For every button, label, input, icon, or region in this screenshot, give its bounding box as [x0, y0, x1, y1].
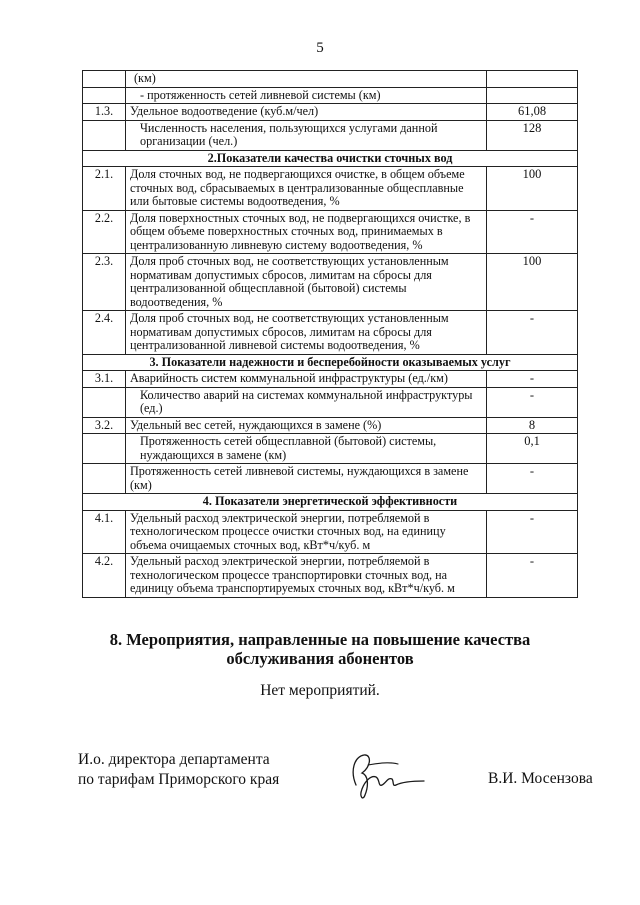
table-row: [83, 167, 578, 211]
table-row: [83, 417, 578, 434]
section-title: 3. Показатели надежности и бесперебойности оказываемых услуг: [83, 354, 578, 371]
row-value: -: [487, 311, 578, 355]
row-text: - протяженность сетей ливневой системы (км): [126, 87, 487, 104]
table-row: [83, 120, 578, 150]
row-text: Доля проб сточных вод, не соответствующих установленным нормативам допустимых сбросов, лимитам на сбросы для централизованной ливневой системы водоотведения, %: [126, 311, 487, 355]
row-text: Удельное водоотведение (куб.м/чел): [126, 104, 487, 121]
row-number: [83, 387, 126, 417]
table-row: [83, 311, 578, 355]
section-row: [83, 494, 578, 511]
row-text: Численность населения, пользующихся услугами данной организации (чел.): [126, 120, 487, 150]
section-row: [83, 354, 578, 371]
row-value: 100: [487, 254, 578, 311]
table-row: [83, 87, 578, 104]
table-row: [83, 554, 578, 598]
row-number: 3.2.: [83, 417, 126, 434]
section-heading: [0, 630, 640, 668]
table-row: [83, 510, 578, 554]
row-number: 2.1.: [83, 167, 126, 211]
table-row: [83, 104, 578, 121]
signatory-name: В.И. Мосензова: [488, 770, 593, 787]
row-number: 4.2.: [83, 554, 126, 598]
section-title: 2.Показатели качества очистки сточных вод: [83, 150, 578, 167]
table-row: [83, 434, 578, 464]
row-number: 4.1.: [83, 510, 126, 554]
signatory-position-line-2: по тарифам Приморского края: [78, 771, 280, 788]
row-value: [487, 87, 578, 104]
row-text: Протяженность сетей ливневой системы, нуждающихся в замене (км): [126, 464, 487, 494]
row-value: -: [487, 464, 578, 494]
row-number: [83, 464, 126, 494]
table-row: [83, 210, 578, 254]
row-value: 100: [487, 167, 578, 211]
row-text: Протяженность сетей общесплавной (бытовой) системы, нуждающихся в замене (км): [126, 434, 487, 464]
row-text: Доля проб сточных вод, не соответствующих установленным нормативам допустимых сбросов, лимитам на сбросы для централизованной общесплавной (бытовой) системы водоотведения, %: [126, 254, 487, 311]
row-number: 2.4.: [83, 311, 126, 355]
row-value: -: [487, 510, 578, 554]
row-value: -: [487, 210, 578, 254]
row-number: [83, 120, 126, 150]
row-value: -: [487, 554, 578, 598]
signatory-position: [78, 750, 279, 790]
row-value: 61,08: [487, 104, 578, 121]
row-text: Количество аварий на системах коммунальной инфраструктуры (ед.): [126, 387, 487, 417]
row-text: (км): [126, 71, 487, 88]
row-number: 2.2.: [83, 210, 126, 254]
signatory-position-line-1: И.о. директора департамента: [78, 751, 270, 768]
row-value: 0,1: [487, 434, 578, 464]
row-value: 128: [487, 120, 578, 150]
row-value: -: [487, 371, 578, 388]
row-number: 3.1.: [83, 371, 126, 388]
row-text: Удельный расход электрической энергии, потребляемой в технологическом процессе очистки сточных вод, на единицу объема очищаемых сточных вод, кВт*ч/куб. м: [126, 510, 487, 554]
row-value: 8: [487, 417, 578, 434]
row-number: [83, 434, 126, 464]
row-text: Аварийность систем коммунальной инфраструктуры (ед./км): [126, 371, 487, 388]
row-value: -: [487, 387, 578, 417]
table-row: [83, 464, 578, 494]
row-text: Удельный вес сетей, нуждающихся в замене (%): [126, 417, 487, 434]
page-number: 5: [316, 40, 324, 56]
section-heading-line-2: обслуживания абонентов: [226, 649, 414, 668]
row-text: Доля поверхностных сточных вод, не подвергающихся очистке, в общем объеме поверхностных сточных вод, принимаемых в централизованную ливневую систему водоотведения, %: [126, 210, 487, 254]
row-number: [83, 71, 126, 88]
section-heading-line-1: 8. Мероприятия, направленные на повышение качества: [109, 630, 531, 649]
row-number: 2.3.: [83, 254, 126, 311]
table-row: [83, 387, 578, 417]
row-number: [83, 87, 126, 104]
table-row: [83, 254, 578, 311]
section-title: 4. Показатели энергетической эффективности: [83, 494, 578, 511]
no-actions-text: Нет мероприятий.: [260, 682, 380, 699]
row-text: Доля сточных вод, не подвергающихся очистке, в общем объеме сточных вод, сбрасываемых в централизованные общесплавные или бытовые системы водоотведения, %: [126, 167, 487, 211]
row-value: [487, 71, 578, 88]
table-row: [83, 371, 578, 388]
section-row: [83, 150, 578, 167]
row-text: Удельный расход электрической энергии, потребляемой в технологическом процессе транспортировки сточных вод, на единицу объема транспортируемых сточных вод, кВт*ч/куб. м: [126, 554, 487, 598]
handwritten-signature: [338, 745, 433, 805]
row-number: 1.3.: [83, 104, 126, 121]
table-row: [83, 71, 578, 88]
indicators-table: [82, 70, 578, 598]
